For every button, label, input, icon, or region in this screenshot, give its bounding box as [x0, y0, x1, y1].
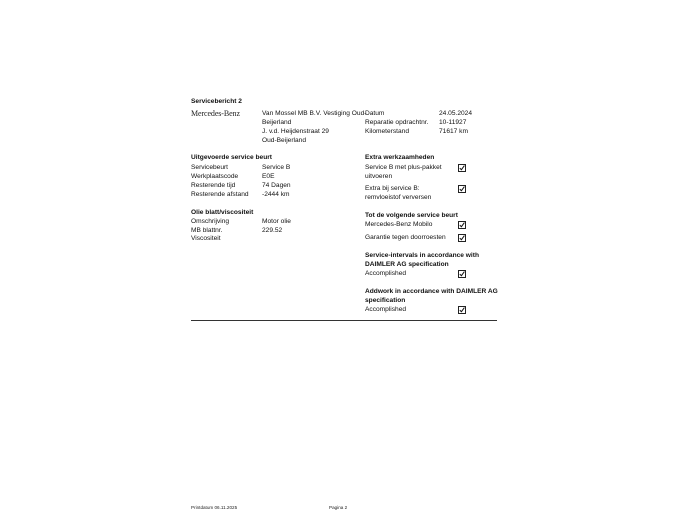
- mileage-label: Kilometerstand: [365, 128, 409, 135]
- extra-item-2-line2: remvloeistof verversen: [365, 194, 432, 201]
- remaining-distance-value: -2444 km: [262, 191, 290, 198]
- rust-warranty-checkbox-icon: [458, 234, 466, 242]
- remaining-time-label: Resterende tijd: [191, 182, 236, 189]
- oil-description-label: Omschrijving: [191, 218, 230, 225]
- order-number-value: 10-11927: [439, 119, 467, 126]
- extra-work-heading: Extra werkzaamheden: [365, 154, 435, 161]
- workshop-code-label: Werkplaatscode: [191, 173, 239, 180]
- oil-sheet-number-value: 229.52: [262, 227, 283, 234]
- addwork-heading-line1: Addwork in accordance with DAIMLER AG: [365, 288, 498, 295]
- dealer-name-line1: Van Mossel MB B.V. Vestiging Oud-: [262, 110, 367, 117]
- service-intervals-checkbox-icon: [458, 270, 466, 278]
- remaining-time-value: 74 Dagen: [262, 182, 291, 189]
- print-date: Printdatum 06.11.2025: [191, 505, 238, 510]
- dealer-city: Oud-Beijerland: [262, 137, 306, 144]
- service-type-label: Servicebeurt: [191, 164, 229, 171]
- service-intervals-heading-line2: DAIMLER AG specification: [365, 261, 449, 268]
- extra-item-1-checkbox-icon: [458, 164, 466, 172]
- until-next-service-heading: Tot de volgende service beurt: [365, 212, 458, 219]
- oil-description-value: Motor olie: [262, 218, 291, 225]
- viscosity-label: Viscositeit: [191, 235, 221, 242]
- oil-sheet-number-label: MB blattnr.: [191, 227, 223, 234]
- page-title: Servicebericht 2: [191, 98, 242, 105]
- order-number-label: Reparatie opdrachtnr.: [365, 119, 429, 126]
- addwork-status: Accomplished: [365, 306, 407, 313]
- extra-item-2-checkbox-icon: [458, 185, 466, 193]
- dealer-street: J. v.d. Heijdenstraat 29: [262, 128, 329, 135]
- extra-item-1-line1: Service B met plus-pakket: [365, 164, 442, 171]
- extra-item-1-line2: uitvoeren: [365, 173, 393, 180]
- mobilo-label: Mercedes-Benz Mobilo: [365, 221, 433, 228]
- date-label: Datum: [365, 110, 385, 117]
- service-heading: Uitgevoerde service beurt: [191, 154, 272, 161]
- mobilo-checkbox-icon: [458, 221, 466, 229]
- extra-item-2-line1: Extra bij service B:: [365, 185, 420, 192]
- section-divider: [191, 320, 497, 321]
- addwork-heading-line2: specification: [365, 297, 406, 304]
- date-value: 24.05.2024: [439, 110, 473, 117]
- addwork-checkbox-icon: [458, 306, 466, 314]
- remaining-distance-label: Resterende afstand: [191, 191, 249, 198]
- service-intervals-heading-line1: Service-intervals in accordance with: [365, 252, 479, 259]
- page-number: Pagina 2: [329, 505, 348, 510]
- oil-heading: Olie blatt/viscositeit: [191, 209, 254, 216]
- service-intervals-status: Accomplished: [365, 270, 407, 277]
- service-type-value: Service B: [262, 164, 291, 171]
- dealer-name-line2: Beijerland: [262, 119, 292, 126]
- rust-warranty-label: Garantie tegen doorroesten: [365, 234, 446, 241]
- mileage-value: 71617 km: [439, 128, 468, 135]
- workshop-code-value: E0E: [262, 173, 275, 180]
- mercedes-benz-logo: Mercedes-Benz: [191, 109, 240, 118]
